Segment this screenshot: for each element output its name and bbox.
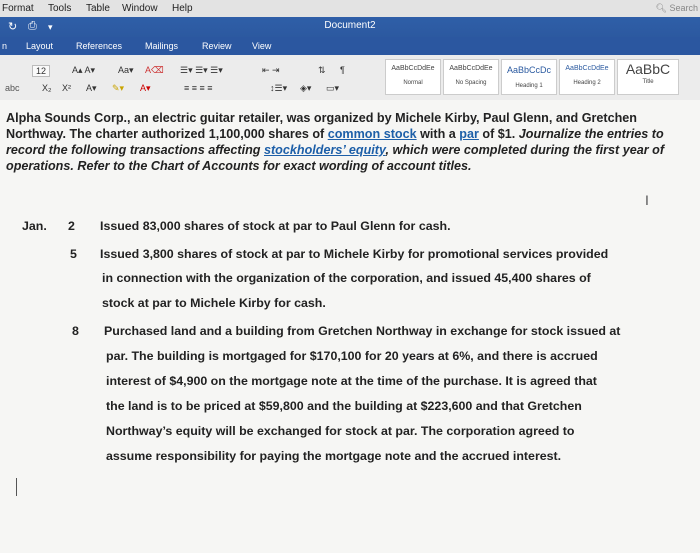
problem-text: of $1. [478, 127, 519, 141]
tab-layout[interactable]: Layout [26, 41, 54, 51]
entry-line: assume responsibility for paying the mortgage note and the accrued interest. [106, 449, 562, 463]
entry-day: 2 [68, 219, 75, 233]
text-cursor-icon: I [645, 192, 649, 208]
document-title: Document2 [324, 20, 376, 31]
style-preview: AaBbCcDc [506, 65, 551, 75]
shading-icon[interactable]: ◈▾ [300, 83, 312, 93]
entry-line: par. The building is mortgaged for $170,100 for 20 years at 6%, and there is accrued [106, 349, 598, 363]
subscript-icon[interactable]: X₂ [42, 83, 52, 93]
tab-review[interactable]: Review [202, 41, 232, 51]
title-bar [0, 17, 700, 37]
search-box[interactable] [656, 3, 698, 14]
style-name: No Spacing [455, 80, 487, 86]
sort-icon[interactable]: ⇅ [318, 65, 326, 75]
menu-tools[interactable]: Tools [48, 3, 72, 14]
entry-month: Jan. [22, 219, 47, 233]
grow-font-icon[interactable]: A▴ A▾ [72, 65, 96, 75]
bullets-icon[interactable]: ☰▾ ☰▾ ☰▾ [180, 65, 223, 75]
ribbon-tabs [0, 37, 700, 55]
tab-mailings[interactable]: Mailings [145, 41, 179, 51]
strikethrough-icon[interactable]: abc [5, 83, 20, 93]
entry-day: 5 [70, 247, 77, 261]
problem-instructions: Journalize the entries to record the following transactions affecting [6, 127, 664, 157]
style-name: Heading 2 [573, 80, 601, 86]
tab-view[interactable]: View [252, 41, 272, 51]
clear-format-icon[interactable]: A⌫ [145, 65, 164, 75]
paragraph-mark-icon[interactable]: ¶ [340, 65, 345, 75]
style-no-spacing[interactable] [443, 59, 499, 95]
style-preview: AaBbCcDdEe [449, 65, 493, 72]
search-placeholder: Search [669, 3, 698, 13]
document-page[interactable] [0, 100, 700, 553]
ribbon [0, 55, 700, 101]
print-icon[interactable]: ⎙ [28, 20, 37, 32]
problem-text: Alpha Sounds Corp., an electric guitar retailer, was organized by Michele Kirby, Paul Glenn, and Gretchen Northway. The charter authorized 1,100,000 shares of [6, 111, 638, 141]
entry-line: Northway’s equity will be exchanged for stock at par. The corporation agreed to [106, 424, 575, 438]
superscript-icon[interactable]: X² [62, 83, 71, 93]
menu-format[interactable]: Format [2, 3, 34, 14]
style-normal[interactable] [385, 59, 441, 95]
entry-line: Issued 3,800 shares of stock at par to Michele Kirby for promotional services provided [100, 247, 609, 261]
align-icons[interactable]: ≡ ≡ ≡ ≡ [184, 83, 213, 93]
entry-line: interest of $4,900 on the mortgage note at the time of the purchase. It is agreed that [106, 374, 597, 388]
style-name: Title [642, 79, 654, 85]
font-size-select[interactable]: 12 [32, 65, 50, 77]
tab-insert[interactable]: n [2, 41, 8, 51]
entry-line: in connection with the organization of the corporation, and issued 45,400 shares of [102, 271, 591, 285]
entry-line: Purchased land and a building from Gretchen Northway in exchange for stock issued at [104, 324, 621, 338]
style-preview: AaBbCcDdEe [565, 65, 609, 72]
highlight-icon[interactable]: ✎▾ [112, 83, 125, 93]
entry-day: 8 [72, 324, 79, 338]
problem-statement [6, 110, 690, 174]
style-preview: AaBbC [625, 61, 671, 77]
search-icon: 🔍︎ [655, 3, 667, 13]
stockholders-equity-link[interactable]: stockholders’ equity [263, 143, 386, 157]
redo-icon[interactable]: ↻ [8, 21, 18, 33]
style-heading-1[interactable] [501, 59, 557, 95]
tab-references[interactable]: References [76, 41, 123, 51]
style-heading-2[interactable] [559, 59, 615, 95]
style-preview: AaBbCcDdEe [391, 65, 435, 72]
menu-bar [0, 0, 700, 17]
menu-window[interactable]: Window [122, 3, 158, 14]
menu-table[interactable]: Table [86, 3, 110, 14]
entry-line: the land is to be priced at $59,800 and the building at $223,600 and that Gretchen [106, 399, 582, 413]
line-spacing-icon[interactable]: ↕☰▾ [270, 83, 288, 93]
entry-line: Issued 83,000 shares of stock at par to Paul Glenn for cash. [100, 219, 451, 233]
par-link[interactable]: par [459, 127, 479, 141]
customize-icon[interactable]: ▾ [48, 22, 53, 32]
borders-icon[interactable]: ▭▾ [326, 83, 340, 93]
text-effects-icon[interactable]: A▾ [86, 83, 97, 93]
entry-line: stock at par to Michele Kirby for cash. [102, 296, 326, 310]
change-case-icon[interactable]: Aa▾ [118, 65, 134, 75]
insertion-cursor [16, 478, 17, 496]
menu-help[interactable]: Help [172, 3, 193, 14]
style-title[interactable] [617, 59, 679, 95]
style-name: Heading 1 [515, 83, 543, 89]
style-name: Normal [403, 80, 423, 86]
indent-icon[interactable]: ⇤ ⇥ [262, 65, 280, 75]
problem-instructions: , which were completed during the first year of operations. Refer to the Chart of Accounts for exact wording of account titles. [6, 143, 665, 173]
common-stock-link[interactable]: common stock [327, 127, 417, 141]
problem-text: with a [416, 127, 460, 141]
font-color-icon[interactable]: A▾ [140, 83, 151, 93]
